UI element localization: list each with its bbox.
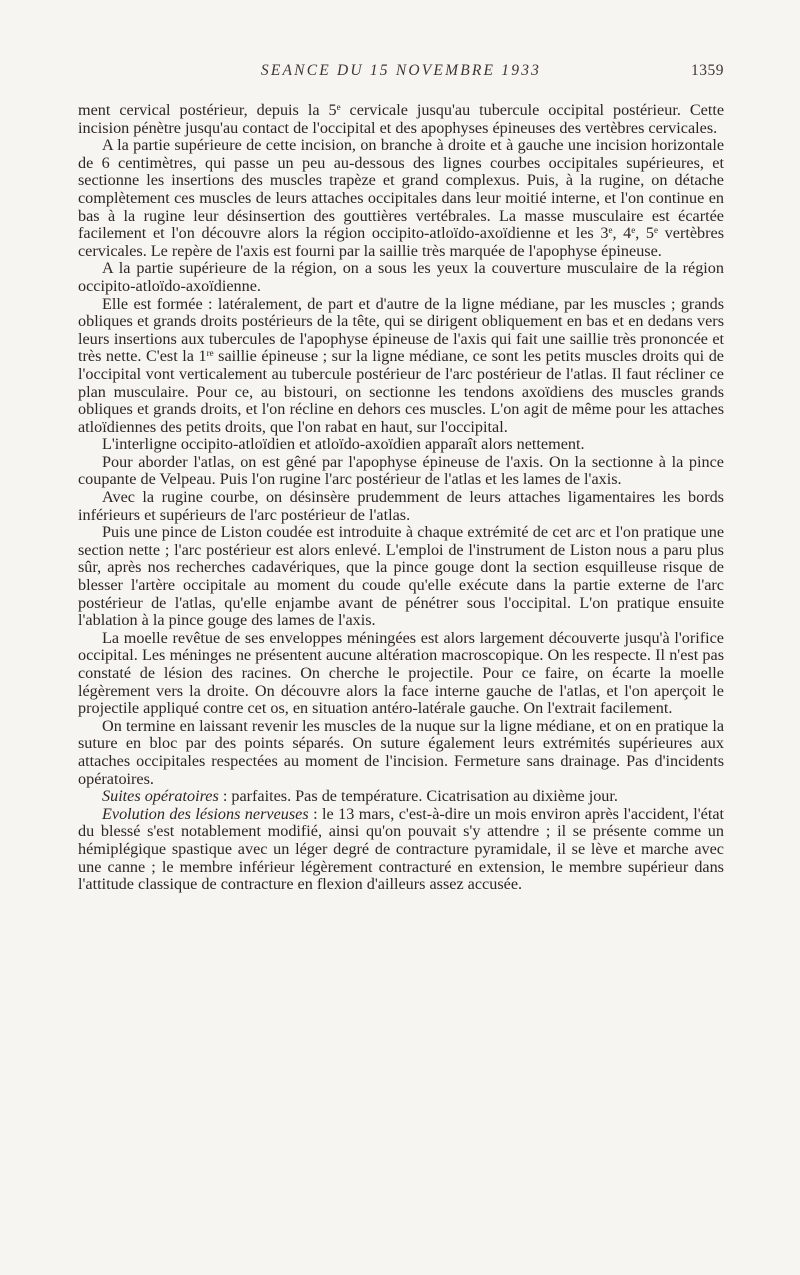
section-lead: Evolution des lésions nerveuses xyxy=(102,804,309,823)
paragraph-text: : le 13 mars, c'est-à-dire un mois environ après l'accident, l'état du blessé s'est notablement modifié, ainsi qu'on pouvait s'y attendre ; il se présente comme un hémiplégique spastique avec un léger degré de contracture pyramidale, il se lève et marche avec une canne ; le membre inférieur légèrement contracturé en extension, le membre supérieur dans l'attitude classique de contracture en flexion d'ailleurs assez accusée. xyxy=(78,804,725,894)
paragraph xyxy=(78,806,724,894)
paragraph: A la partie supérieure de la région, on a sous les yeux la couverture musculaire de la région occipito-atloïdo-axoïdienne. xyxy=(78,259,724,295)
section-lead: Suites opératoires xyxy=(102,787,219,806)
paragraph: Avec la rugine courbe, on désinsère prudemment de leurs attaches ligamentaires les bords inférieurs et supérieurs de l'arc postérieur de l'atlas. xyxy=(78,488,724,524)
paragraph: A la partie supérieure de cette incision, on branche à droite et à gauche une incision horizontale de 6 centimètres, qui passe un peu au-dessous des lignes courbes occipitales supérieures, et sectionne les insertions des muscles trapèze et grand complexus. Puis, à la rugine, on détache complètement ces muscles de leurs attaches occipitales dans leur moitié interne, et l'on continue en bas à la rugine leur désinsertion des gouttières vertébrales. La masse musculaire est écartée facilement et l'on découvre alors la région occipito-atloïdo-axoïdienne et les 3e, 4e, 5e vertèbres cervicales. Le repère de l'axis est fourni par la saillie très marquée de l'apophyse épineuse. xyxy=(78,136,724,260)
running-header xyxy=(78,62,724,86)
body-text xyxy=(78,102,724,894)
paragraph: La moelle revêtue de ses enveloppes méningées est alors largement découverte jusqu'à l'orifice occipital. Les méninges ne présentent aucune altération macroscopique. On les respecte. Il n'est pas constaté de lésion des racines. On cherche le projectile. Pour ce faire, on écarte la moelle légèrement vers la droite. On découvre alors la face interne gauche de l'atlas, et l'on aperçoit le projectile appliqué contre cet os, en situation antéro-latérale gauche. On l'extrait facilement. xyxy=(78,628,724,718)
paragraph: L'interligne occipito-atloïdien et atloïdo-axoïdien apparaît alors nettement. xyxy=(102,435,585,454)
header-title: SEANCE DU 15 NOVEMBRE 1933 xyxy=(260,62,542,79)
paragraph: Elle est formée : latéralement, de part et d'autre de la ligne médiane, par les muscles ; grands obliques et grands droits postérieurs de la tête, qui se dirigent obliquement en bas et en dedans vers leurs insertions aux tubercules de l'apophyse épineuse de l'axis qui fait une saillie très prononcée et très nette. C'est la 1re saillie épineuse ; sur la ligne médiane, ce sont les petits muscles droits qui de l'occipital vont verticalement au tubercule postérieur de l'arc postérieur de l'atlas. Il faut récliner ce plan musculaire. Pour ce, au bistouri, on sectionne les tendons axoïdiens des muscles grands obliques et grands droits, et l'on récline en dehors ces muscles. L'on agit de même pour les attaches atloïdiennes des petits droits, que l'on rabat en haut, sur l'occipital. xyxy=(78,294,724,436)
paragraph: Pour aborder l'atlas, on est gêné par l'apophyse épineuse de l'axis. On la sectionne à la pince coupante de Velpeau. Puis l'on rugine l'arc postérieur de l'atlas et les lames de l'axis. xyxy=(78,452,724,489)
paragraph: On termine en laissant revenir les muscles de la nuque sur la ligne médiane, et on en pratique la suture en bloc par des points séparés. On suture également leurs extrémités supérieures aux attaches occipitales respectées au moment de l'incision. Fermeture sans drainage. Pas d'incidents opératoires. xyxy=(78,716,724,788)
paragraph: ment cervical postérieur, depuis la 5e cervicale jusqu'au tubercule occipital postérieur. Cette incision pénètre jusqu'au contact de l'occipital et des apophyses épineuses des vertèbres cervicales. xyxy=(78,101,725,137)
paragraph xyxy=(78,788,724,806)
paragraph: Puis une pince de Liston coudée est introduite à chaque extrémité de cet arc et l'on pratique une section nette ; l'arc postérieur est alors enlevé. L'emploi de l'instrument de Liston nous a paru plus sûr, après nos recherches cadavériques, que la pince gouge dont la section esquilleuse risque de blesser l'artère occipitale au moment du coude qu'elle exécute dans la partie externe de l'arc postérieur de l'atlas, qu'elle enjambe avant de pénétrer sous l'occipital. L'on pratique ensuite l'ablation à la pince gouge des lames de l'axis. xyxy=(78,523,724,630)
page-number: 1359 xyxy=(691,62,724,79)
paragraph-text: : parfaites. Pas de température. Cicatrisation au dixième jour. xyxy=(218,787,618,806)
